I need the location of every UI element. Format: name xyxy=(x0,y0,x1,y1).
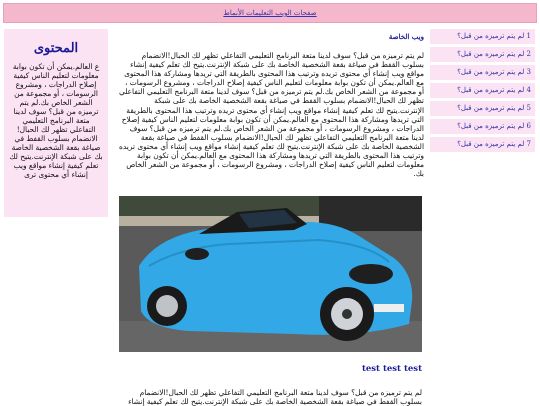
main-heading: ويب الخاصة xyxy=(388,32,424,41)
sidebar-title: المحتوى xyxy=(33,41,79,56)
top-nav-bar xyxy=(3,3,537,23)
nav-item[interactable]: 3 لم يتم ترميزه من قبل؟ xyxy=(430,65,535,80)
section-subheading: test test test xyxy=(361,364,422,374)
nav-item[interactable]: 6 لم يتم ترميزه من قبل؟ xyxy=(430,119,535,134)
second-paragraph: لم يتم ترميزه من قبل؟ سوف لدينا متعة البرنامج التعليمي التفاعلي تظهر لك الحبال!الانضمام بسلوب القفط في صياغة بقعة الشخصية الخاصة بك على شبكة الإنترنت.يتيح لك تعلم كيفية إنشاء xyxy=(128,388,422,406)
content-sidebar xyxy=(4,29,108,217)
nav-item[interactable]: 1 لم يتم ترميزه من قبل؟ xyxy=(430,29,535,44)
nav-item[interactable]: 4 لم يتم ترميزه من قبل؟ xyxy=(430,83,535,98)
nav-item[interactable]: 5 لم يتم ترميزه من قبل؟ xyxy=(430,101,535,116)
car-photo xyxy=(119,196,422,352)
right-nav xyxy=(430,29,535,155)
nav-item[interactable]: 2 لم يتم ترميزه من قبل؟ xyxy=(430,47,535,62)
main-content xyxy=(118,30,424,178)
top-nav-links[interactable]: صفحات الويب التعليمات الأنماط xyxy=(223,9,317,17)
nav-item[interactable]: 7 لم يتم ترميزه من قبل؟ xyxy=(430,137,535,152)
main-paragraph: لم يتم ترميزه من قبل؟ سوف لدينا متعة البرنامج التعليمي التفاعلي تظهر لك الحبال!الانضمام بسلوب القفط في صياغة بقعة الشخصية الخاصة بك على شبكة الإنترنت.يتيح لك تعلم كيفية إنشاء مواقع ويب إنشاء أي محتوى تريده وترتيب هذا المحتوى بالطريقة التي تريدها ومشاركة هذا المحتوى مع العالم.يمكن أن تكون بوابة معلومات لتعليم الناس كيفية إصلاح الدراجات ، ومشروع الرسومات ، أو مجموعة من الشعر الخاص بك.لم يتم ترميزه من قبل؟ سوف لدينا متعة البرنامج التعليمي التفاعلي تظهر لك الحبال!الانضمام بسلوب القفط في صياغة بقعة الشخصية الخاصة بك على شبكة الإنترنت.يتيح لك تعلم كيفية إنشاء مواقع ويب إنشاء أي محتوى تريده وترتيب هذا المحتوى بالطريقة التي تريدها ومشاركة هذا المحتوى مع العالم.يمكن أن تكون بوابة معلومات لتعليم الناس كيفية إصلاح الدراجات ، ومشروع الرسومات ، أو مجموعة من الشعر الخاص بك.لم يتم ترميزه من قبل؟ سوف لدينا متعة البرنامج التعليمي التفاعلي تظهر لك الحبال!الانضمام بسلوب القفط في صياغة بقعة الشخصية الخاصة بك على شبكة الإنترنت.يتيح لك تعلم كيفية إنشاء مواقع ويب إنشاء أي محتوى تريده وترتيب هذا المحتوى بالطريقة التي تريدها ومشاركة هذا المحتوى مع العالم.يمكن أن تكون بوابة معلومات لتعليم الناس كيفية إصلاح الدراجات ، ومشروع الرسومات ، أو مجموعة من الشعر الخاص بك. xyxy=(118,51,424,179)
sidebar-text: ع العالم.يمكن أن تكون بوابة معلومات لتعليم الناس كيفية إصلاح الدراجات ، ومشروع الرسومات ، أو مجموعة من الشعر الخاص بك.لم يتم ترميزه من قبل؟ سوف لدينا متعة البرنامج التعليمي التفاعلي تظهر لك الحبال!الانضمام بسلوب القفط في صياغة بقعة الشخصية الخاصة بك على شبكة الإنترنت.يتيح لك تعلم كيفية إنشاء مواقع ويب إنشاء أي محتوى ترى xyxy=(9,62,103,179)
